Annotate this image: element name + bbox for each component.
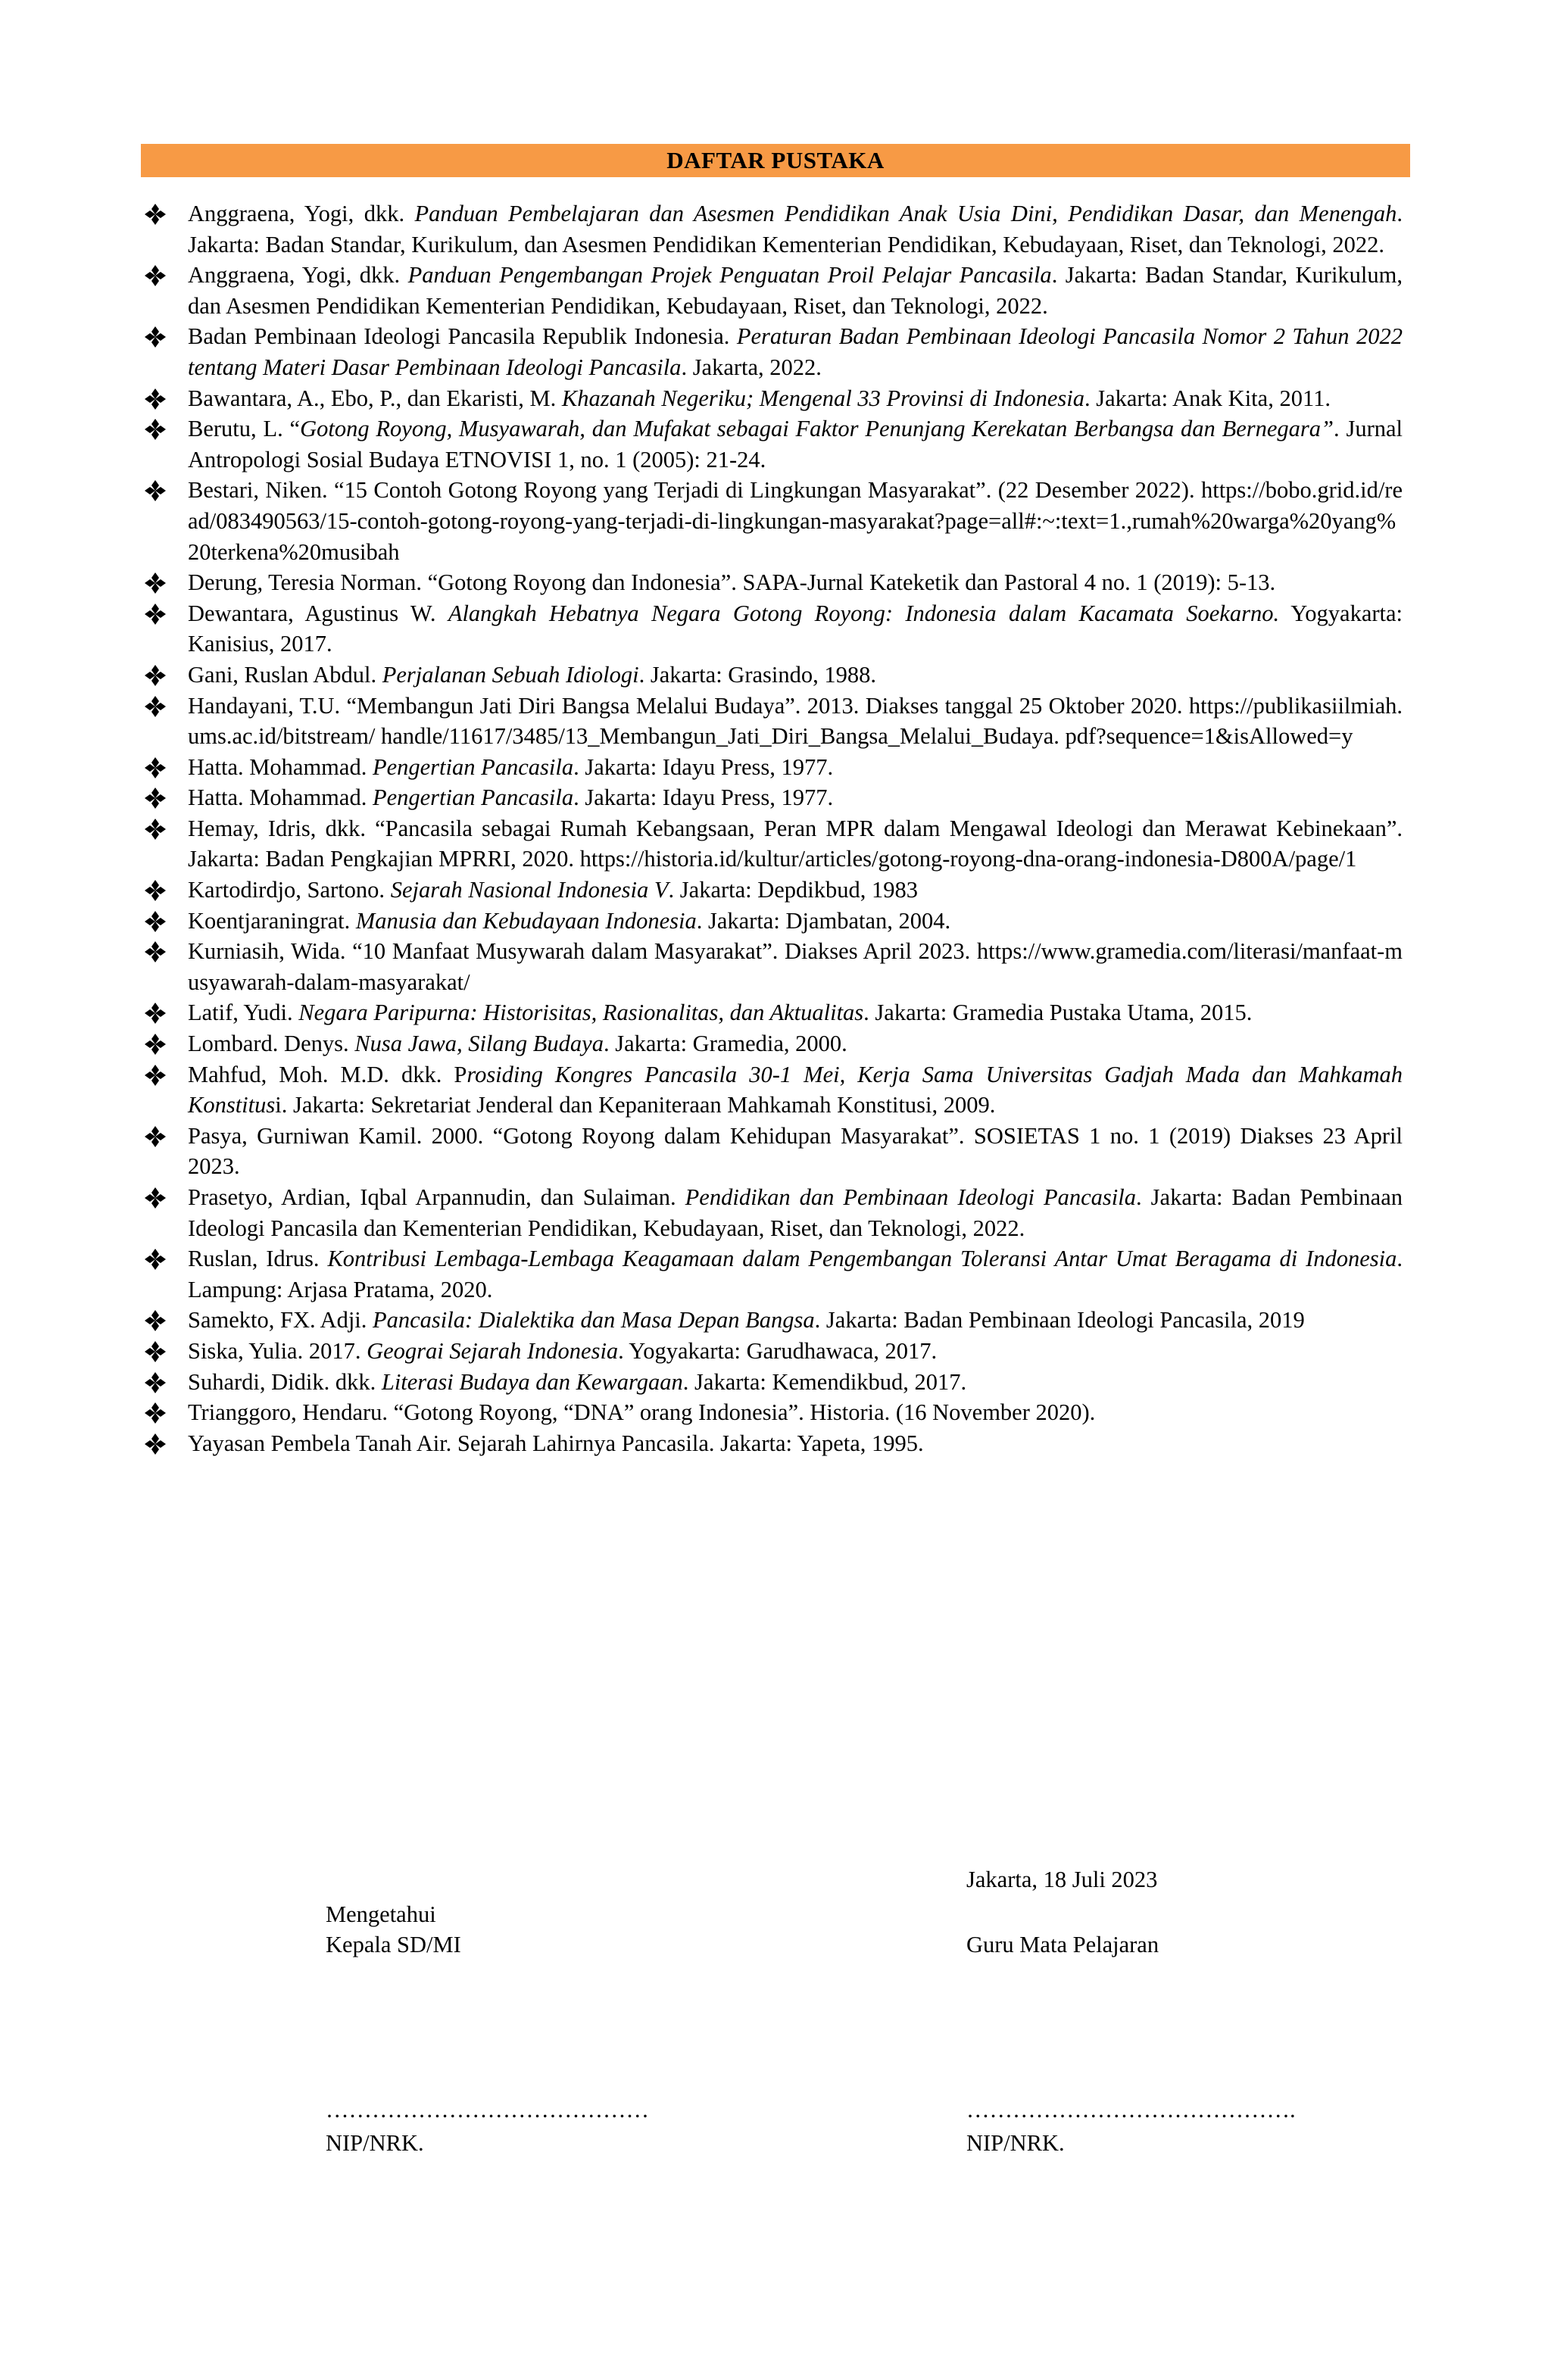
reference-item: [188, 567, 1403, 598]
reference-title: Pancasila: Dialektika dan Masa Depan Bangsa: [373, 1307, 815, 1333]
reference-text: i. Jakarta: Sekretariat Jenderal dan Kepaniteraan Mahkamah Konstitusi, 2009.: [275, 1092, 996, 1118]
reference-text: . Jakarta, 2022.: [681, 354, 822, 380]
reference-item: [188, 1182, 1403, 1243]
four-diamond-bullet-icon: [144, 418, 167, 441]
reference-text: Dewantara, Agustinus W.: [188, 600, 448, 626]
four-diamond-bullet-icon: [144, 1340, 167, 1363]
reference-item: [188, 1243, 1403, 1305]
reference-item: [188, 875, 1403, 906]
reference-text: Samekto, FX. Adji.: [188, 1307, 373, 1333]
reference-text: Berutu, L. “: [188, 416, 301, 442]
reference-title: Peraturan Badan Pembinaan Ideologi Pancasila Nomor 2 Tahun 2022 tentang Materi Dasar Pembinaan Ideologi Pancasila: [188, 323, 1403, 380]
reference-item: [188, 1121, 1403, 1182]
signature-left-dots: ……………………………………: [326, 2097, 649, 2123]
reference-title: Manusia dan Kebudayaan Indonesia: [355, 907, 697, 934]
reference-url: https://www.gramedia.com/literasi/manfaat-musyawarah-dalam-masyarakat/: [188, 938, 1403, 995]
reference-item: [188, 813, 1403, 875]
reference-text: Trianggoro, Hendaru. “Gotong Royong, “DNA” orang Indonesia”. Historia. (16 November 2020).: [188, 1399, 1096, 1426]
reference-text: . Jakarta: Badan Standar, Kurikulum, dan Asesmen Pendidikan Kementerian Pendidikan, Kebudayaan, Riset, dan Teknologi, 2022.: [188, 262, 1403, 319]
reference-text: Kurniasih, Wida. “10 Manfaat Musywarah dalam Masyarakat”. Diakses April 2023.: [188, 938, 977, 965]
reference-item: [188, 691, 1403, 752]
reference-text: Koentjaraningrat.: [188, 907, 356, 934]
reference-item: [188, 1059, 1403, 1121]
reference-item: [188, 1428, 1403, 1459]
reference-text: Ruslan, Idrus.: [188, 1246, 328, 1272]
reference-text: Gani, Ruslan Abdul.: [188, 661, 382, 688]
reference-text: . Jakarta: Djambatan, 2004.: [696, 907, 951, 934]
reference-text: Yogyakarta: Kanisius, 2017.: [188, 600, 1403, 657]
reference-text: Bestari, Niken. “15 Contoh Gotong Royong yang Terjadi di Lingkungan Masyarakat”. (22 Desember 2022).: [188, 477, 1201, 504]
reference-text: Latif, Yudi.: [188, 1000, 299, 1026]
reference-text: . Yogyakarta: Garudhawaca, 2017.: [618, 1337, 938, 1364]
title-banner: [141, 144, 1410, 177]
reference-text: . Jakarta: Idayu Press, 1977.: [573, 753, 834, 780]
reference-item: [188, 198, 1403, 260]
reference-text: . Jakarta: Idayu Press, 1977.: [573, 784, 834, 811]
reference-title: rosiding Kongres Pancasila 30-1 Mei, Kerja Sama Universitas Gadjah Mada dan Mahkamah Konstitus: [188, 1061, 1403, 1118]
reference-title: Khazanah Negeriku; Mengenal 33 Provinsi di Indonesia: [561, 385, 1084, 411]
reference-text: Bawantara, A., Ebo, P., dan Ekaristi, M.: [188, 385, 562, 411]
four-diamond-bullet-icon: [144, 910, 167, 933]
reference-text: Pasya, Gurniwan Kamil. 2000. “Gotong Royong dalam Kehidupan Masyarakat”. SOSIETAS 1 no. 1 (2019) Diakses 23 April 2023.: [188, 1122, 1403, 1180]
reference-url: https://bobo.grid.id/read/083490563/15-contoh-gotong-royong-yang-terjadi-di-lingkungan-masyarakat?page=all#:~:text=1.,rumah%20warga%20yang%20terkena%20musibah: [188, 477, 1403, 565]
signature-date: Jakarta, 18 Juli 2023: [966, 1867, 1158, 1892]
reference-item: [188, 598, 1403, 660]
reference-title: Alangkah Hebatnya Negara Gotong Royong: Indonesia dalam Kacamata Soekarno.: [448, 600, 1280, 626]
four-diamond-bullet-icon: [144, 388, 167, 410]
reference-title: Pengertian Pancasila: [372, 753, 574, 780]
four-diamond-bullet-icon: [144, 1309, 167, 1332]
four-diamond-bullet-icon: [144, 1433, 167, 1455]
reference-text: Kartodirdjo, Sartono.: [188, 877, 391, 903]
reference-text: . Lampung: Arjasa Pratama, 2020.: [188, 1246, 1403, 1302]
reference-text: Hatta. Mohammad.: [188, 784, 373, 811]
four-diamond-bullet-icon: [144, 879, 167, 902]
four-diamond-bullet-icon: [144, 695, 167, 718]
four-diamond-bullet-icon: [144, 1402, 167, 1424]
four-diamond-bullet-icon: [144, 264, 167, 287]
reference-text: . Jakarta: Grasindo, 1988.: [638, 661, 876, 688]
four-diamond-bullet-icon: [144, 572, 167, 594]
four-diamond-bullet-icon: [144, 1125, 167, 1148]
reference-title: Pendidikan dan Pembinaan Ideologi Pancasila: [685, 1184, 1136, 1210]
reference-text: Derung, Teresia Norman. “Gotong Royong dan Indonesia”. SAPA-Jurnal Kateketik dan Pastoral 4 no. 1 (2019): 5-13.: [188, 569, 1276, 596]
reference-text: . Jakarta: Gramedia, 2000.: [603, 1031, 847, 1057]
reference-item: [188, 383, 1403, 414]
reference-text: Hatta. Mohammad.: [188, 753, 373, 780]
four-diamond-bullet-icon: [144, 1002, 167, 1025]
four-diamond-bullet-icon: [144, 1248, 167, 1271]
reference-item: [188, 782, 1403, 813]
reference-item: [188, 260, 1403, 321]
signature-left-line1: Mengetahui: [326, 1901, 436, 1927]
reference-item: [188, 997, 1403, 1028]
reference-text: Hemay, Idris, dkk. “Pancasila sebagai Rumah Kebangsaan, Peran MPR dalam Mengawal Ideologi dan Merawat Kebinekaan”. Jakarta: Badan Pengkajian MPRRI, 2020.: [188, 815, 1403, 872]
reference-item: [188, 906, 1403, 937]
reference-text: Siska, Yulia. 2017.: [188, 1337, 367, 1364]
reference-text: Suhardi, Didik. dkk.: [188, 1368, 382, 1395]
reference-text: Mahfud, Moh. M.D. dkk. P: [188, 1061, 467, 1087]
four-diamond-bullet-icon: [144, 940, 167, 963]
reference-item: [188, 660, 1403, 691]
reference-title: Literasi Budaya dan Kewargaan: [381, 1368, 683, 1395]
reference-text: Yayasan Pembela Tanah Air. Sejarah Lahirnya Pancasila. Jakarta: Yapeta, 1995.: [188, 1430, 924, 1456]
reference-text: . Jakarta: Depdikbud, 1983: [668, 877, 919, 903]
reference-text: . Jakarta: Badan Pembinaan Ideologi Pancasila, 2019: [814, 1307, 1305, 1333]
reference-title: Negara Paripurna: Historisitas, Rasionalitas, dan Aktualitas: [298, 1000, 864, 1026]
four-diamond-bullet-icon: [144, 326, 167, 348]
reference-item: [188, 413, 1403, 475]
reference-text: . Jakarta: Kemendikbud, 2017.: [682, 1368, 967, 1395]
four-diamond-bullet-icon: [144, 1371, 167, 1394]
four-diamond-bullet-icon: [144, 818, 167, 841]
reference-item: [188, 321, 1403, 382]
four-diamond-bullet-icon: [144, 787, 167, 809]
four-diamond-bullet-icon: [144, 756, 167, 779]
signature-right-nip: NIP/NRK.: [966, 2130, 1065, 2156]
reference-url: https://publikasiilmiah.ums.ac.id/bitstream/ handle/11617/3485/13_Membangun_Jati_Diri_Bangsa_Melalui_Budaya. pdf?sequence=1&isAllowed=y: [188, 692, 1403, 750]
reference-url: https://historia.id/kultur/articles/gotong-royong-dna-orang-indonesia-D800A/page/1: [579, 846, 1357, 872]
reference-item: [188, 752, 1403, 783]
four-diamond-bullet-icon: [144, 1033, 167, 1056]
reference-text: Handayani, T.U. “Membangun Jati Diri Bangsa Melalui Budaya”. 2013. Diakses tanggal 25 Oktober 2020.: [188, 692, 1189, 719]
four-diamond-bullet-icon: [144, 664, 167, 687]
reference-item: [188, 475, 1403, 567]
reference-text: Anggraena, Yogi, dkk.: [188, 262, 408, 289]
reference-item: [188, 1305, 1403, 1336]
reference-title: Perjalanan Sebuah Idiologi: [382, 661, 639, 688]
reference-text: Anggraena, Yogi, dkk.: [188, 201, 415, 226]
signature-left-nip: NIP/NRK.: [326, 2130, 424, 2156]
reference-item: [188, 936, 1403, 997]
reference-text: . Jurnal Antropologi Sosial Budaya ETNOVISI 1, no. 1 (2005): 21-24.: [188, 416, 1403, 473]
four-diamond-bullet-icon: [144, 479, 167, 502]
reference-item: [188, 1336, 1403, 1367]
reference-text: Badan Pembinaan Ideologi Pancasila Republik Indonesia.: [188, 323, 737, 350]
reference-title: Nusa Jawa, Silang Budaya: [354, 1031, 604, 1057]
four-diamond-bullet-icon: [144, 603, 167, 625]
four-diamond-bullet-icon: [144, 203, 167, 226]
reference-text: . Jakarta: Gramedia Pustaka Utama, 2015.: [863, 1000, 1253, 1026]
reference-item: [188, 1367, 1403, 1398]
reference-item: [188, 1397, 1403, 1428]
signature-left-line2: Kepala SD/MI: [326, 1932, 461, 1957]
reference-title: Kontribusi Lembaga-Lembaga Keagamaan dalam Pengembangan Toleransi Antar Umat Beragama di Indonesia: [327, 1246, 1397, 1272]
signature-right-role: Guru Mata Pelajaran: [966, 1932, 1159, 1957]
reference-text: . Jakarta: Anak Kita, 2011.: [1084, 385, 1331, 411]
reference-title: Geograi Sejarah Indonesia: [367, 1337, 619, 1364]
reference-title: Panduan Pengembangan Projek Penguatan Proil Pelajar Pancasila: [407, 262, 1052, 289]
reference-item: [188, 1028, 1403, 1059]
reference-title: Sejarah Nasional Indonesia V: [390, 877, 669, 903]
four-diamond-bullet-icon: [144, 1187, 167, 1209]
signature-right-dots: …………………………………….: [966, 2097, 1296, 2123]
reference-text: Prasetyo, Ardian, Iqbal Arpannudin, dan Sulaiman.: [188, 1184, 685, 1210]
reference-text: . Jakarta: Badan Pembinaan Ideologi Pancasila dan Kementerian Pendidikan, Kebudayaan, Riset, dan Teknologi, 2022.: [188, 1184, 1403, 1241]
reference-text: Lombard. Denys.: [188, 1031, 355, 1057]
four-diamond-bullet-icon: [144, 1064, 167, 1087]
reference-text: . Jakarta: Badan Standar, Kurikulum, dan Asesmen Pendidikan Kementerian Pendidikan, Kebudayaan, Riset, dan Teknologi, 2022.: [188, 201, 1403, 257]
reference-title: Panduan Pembelajaran dan Asesmen Pendidikan Anak Usia Dini, Pendidikan Dasar, dan Menengah: [414, 201, 1397, 226]
reference-title: Pengertian Pancasila: [372, 784, 574, 811]
page-title: DAFTAR PUSTAKA: [666, 147, 885, 173]
reference-list: [188, 198, 1403, 1458]
reference-title: Gotong Royong, Musyawarah, dan Mufakat sebagai Faktor Penunjang Kerekatan Berbangsa dan Bernegara”: [300, 416, 1334, 442]
